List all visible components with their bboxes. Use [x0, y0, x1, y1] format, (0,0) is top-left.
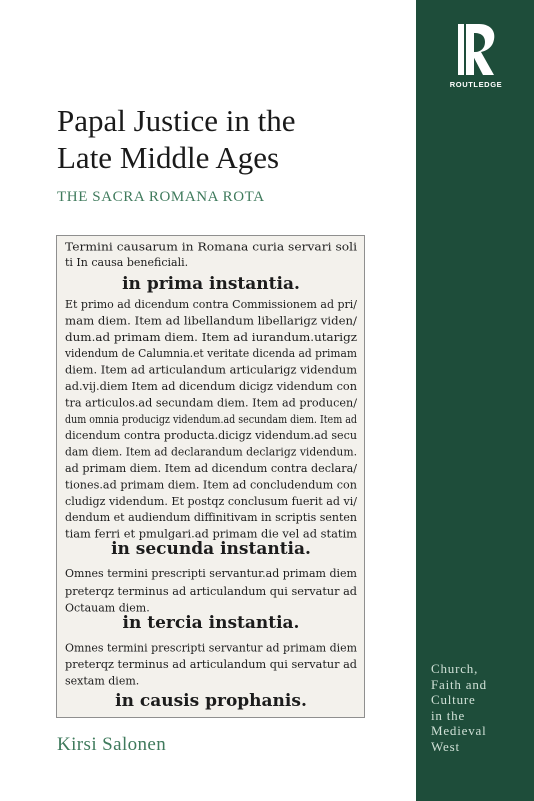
manuscript-line: mam diem. Item ad libellandum libellarigz viden/ — [65, 314, 358, 328]
title-line-2: Late Middle Ages — [57, 140, 280, 175]
manuscript-line: Et primo ad dicendum contra Commissionem ad pri/ — [65, 298, 358, 311]
routledge-r-icon — [444, 20, 508, 90]
manuscript-line: dum omnia producigz videndum.ad secundam diem. Item ad — [65, 412, 357, 426]
manuscript-line: videndum de Calumnia.et veritate dicenda ad primam — [64, 347, 358, 361]
manuscript-plate — [56, 235, 365, 718]
author-name: Kirsi Salonen — [57, 734, 167, 755]
series-title — [431, 661, 531, 754]
manuscript-heading: in causis prophanis. — [115, 691, 307, 712]
svg-text:ROUTLEDGE: ROUTLEDGE — [449, 80, 503, 89]
manuscript-line: dendum et audiendum diffinitivam in scriptis senten — [65, 511, 357, 525]
manuscript-line: dicendum contra producta.dicigz videndum.ad secu — [65, 429, 357, 443]
manuscript-line: ad primam diem. Item ad dicendum contra declara/ — [65, 462, 358, 475]
manuscript-line: preterqz terminus ad articulandum qui servatur ad — [65, 658, 357, 671]
manuscript-heading: in tercia instantia. — [122, 612, 300, 633]
manuscript-line: Omnes termini prescripti servantur.ad primam diem — [65, 566, 358, 580]
manuscript-heading: in secunda instantia. — [111, 539, 311, 560]
manuscript-line: preterqz terminus ad articulandum qui servatur ad — [65, 585, 357, 599]
series-line: Faith and — [431, 676, 487, 692]
book-subtitle: THE SACRA ROMANA ROTA — [57, 189, 265, 205]
manuscript-line: Octauam diem. — [65, 601, 150, 615]
series-line: Medieval — [431, 723, 487, 738]
manuscript-line: sextam diem. — [65, 674, 140, 688]
manuscript-line: ad.vij.diem Item ad dicendum dicigz videndum con — [65, 380, 357, 393]
manuscript-line: tiam ferri et pmulgari.ad primam die vel ad statim — [65, 527, 358, 541]
manuscript-line: tiones.ad primam diem. Item ad concludendum con — [65, 478, 357, 492]
book-title — [57, 102, 397, 176]
series-line: Culture — [431, 692, 476, 707]
series-line: Church, — [431, 661, 479, 676]
manuscript-line: diem. Item ad articulandum articularigz videndum — [65, 363, 358, 377]
manuscript-line: Termini causarum in Romana curia servari soli — [65, 240, 358, 254]
manuscript-line: Omnes termini prescripti servantur ad primam diem — [65, 641, 358, 655]
manuscript-line: dum.ad primam diem. Item ad iurandum.utarigz — [65, 330, 358, 344]
manuscript-line: tra articulos.ad secundam diem. Item ad producen/ — [65, 396, 358, 410]
title-line-1: Papal Justice in the — [57, 103, 296, 138]
routledge-logo — [444, 20, 508, 90]
series-line: West — [431, 738, 460, 754]
manuscript-text — [57, 236, 366, 719]
manuscript-heading: in prima instantia. — [122, 273, 300, 294]
manuscript-line: ti In causa beneficiali. — [65, 256, 189, 270]
manuscript-line: cludigz videndum. Et postqz conclusum fuerit ad vi/ — [65, 494, 358, 508]
manuscript-line: dam diem. Item ad declarandum declarigz videndum. — [65, 445, 357, 459]
series-line: in the — [431, 707, 466, 723]
